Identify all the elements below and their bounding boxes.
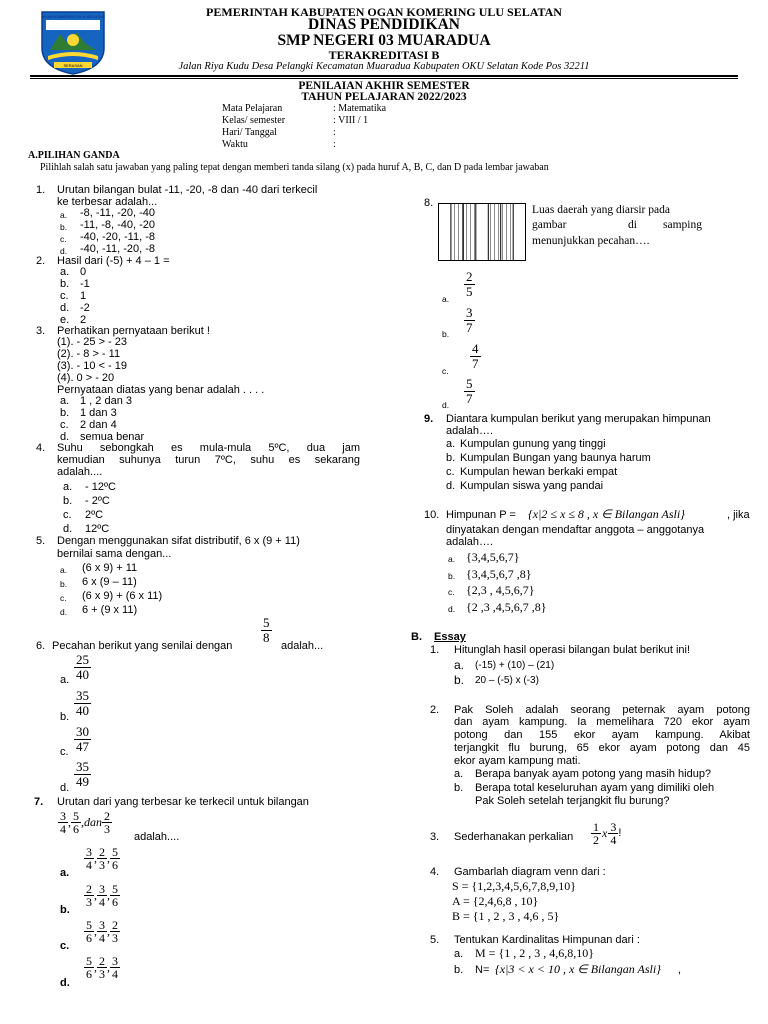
q8-opt-a (464, 270, 475, 299)
q7-number: 7. (34, 796, 44, 808)
q10-text-post: , jika (727, 509, 750, 521)
q6-opt-c (74, 725, 91, 754)
q6-fraction-den: 8 (263, 630, 270, 645)
q10-opt-c-label: c. (448, 587, 455, 597)
e2-opt-a-label: a. (454, 768, 464, 780)
q1-opt-c-label: c. (60, 234, 67, 244)
q9-opt-a-label: a. (446, 438, 456, 450)
q7-opt-a-comma-2: , (107, 851, 110, 865)
q7-opt-d-label: d. (60, 977, 70, 989)
q10-number: 10. (424, 509, 440, 521)
q4-text-1: Suhu sebongkah es mula-mula 5ºC, dua jam (57, 442, 360, 454)
q1-number: 1. (36, 184, 46, 196)
q6-opt-b-num: 35 (76, 688, 89, 703)
q5-opt-d-label: d. (60, 607, 68, 617)
meta-subject-label: Mata Pelajaran (222, 103, 283, 114)
section-a-instruction: Pilihlah salah satu jawaban yang paling tepat dengan memberi tanda silang (x) pada huruf A, B, C, dan D pada lembar jawaban (40, 162, 549, 173)
q10-text-pre: Himpunan P = (446, 509, 516, 521)
exam-title: PENILAIAN AKHIR SEMESTER (298, 80, 470, 92)
e3-frac-2 (608, 821, 618, 846)
q7-opt-b-label: b. (60, 904, 70, 916)
q7-opt-c-frac-2 (97, 919, 107, 944)
q4-opt-b: - 2ºC (85, 495, 110, 507)
meta-class-label: Kelas/ semester (222, 115, 286, 126)
q5-number: 5. (36, 535, 46, 547)
q10-opt-b: {3,4,5,6,7 ,8} (466, 567, 532, 581)
header-rule-thin (30, 78, 738, 79)
e1-number: 1. (430, 644, 440, 656)
q7-opt-c-label: c. (60, 940, 70, 952)
q7-opt-c-frac-1-num: 5 (86, 918, 92, 932)
e3-number: 3. (430, 831, 440, 843)
q8-opt-c-label: c. (442, 366, 449, 376)
q8-text-2b: di (628, 219, 637, 231)
q7-text: Urutan dari yang terbesar ke terkecil untuk bilangan (57, 796, 309, 808)
e4-set-b: B = {1 , 2 , 3 , 4,6 , 5} (452, 909, 560, 923)
e5-text: Tentukan Kardinalitas Himpunan dari : (454, 934, 640, 946)
q7-frac-2 (71, 810, 81, 835)
logo-motto: SERASAN (63, 63, 83, 68)
q9-number: 9. (424, 413, 434, 425)
q6-opt-a-den: 40 (76, 667, 89, 682)
logo-text: OGAN KOMERING ULU SELATAN (41, 14, 105, 19)
e3-expression (591, 821, 621, 846)
q7-frac-2-den: 6 (73, 822, 79, 836)
q3-opt-a-label: a. (60, 395, 70, 407)
q6-opt-c-den: 47 (76, 739, 89, 754)
q8-text-1: Luas daerah yang diarsir pada (532, 204, 670, 216)
q4-opt-c-label: c. (63, 509, 72, 521)
q8-opt-a-label: a. (442, 294, 450, 304)
q6-opt-a (74, 653, 91, 682)
q8-opt-c-den: 7 (472, 356, 479, 371)
e2-opt-b-label: b. (454, 782, 464, 794)
e3-exclaim: ! (618, 827, 622, 840)
q7-opt-a (84, 846, 120, 871)
q8-opt-d (464, 377, 475, 406)
q8-opt-a-den: 5 (466, 284, 473, 299)
e4-set-a: A = {2,4,6,8 , 10} (452, 894, 539, 908)
q7-opt-b-comma-1: , (94, 888, 97, 902)
q2-opt-b: -1 (80, 278, 90, 290)
q6-opt-d-num: 35 (76, 759, 89, 774)
q2-opt-b-label: b. (60, 278, 70, 290)
q8-opt-d-label: d. (442, 400, 450, 410)
q5-text-2: bernilai sama dengan... (57, 548, 172, 560)
q10-opt-a-label: a. (448, 554, 456, 564)
q7-opt-a-frac-2-num: 2 (99, 845, 105, 859)
e3-frac-2-den: 4 (610, 833, 617, 847)
e1-opt-b-label: b. (454, 673, 465, 687)
e1-opt-a-label: a. (454, 658, 465, 672)
q10-opt-d: {2 ,3 ,4,5,6,7 ,8} (466, 600, 547, 614)
q10-opt-d-label: d. (448, 604, 456, 614)
q4-opt-d: 12ºC (85, 523, 110, 535)
q4-opt-a-label: a. (63, 481, 73, 493)
q6-opt-a-num: 25 (76, 652, 89, 667)
q4-opt-d-label: d. (63, 523, 73, 535)
q8-opt-b-den: 7 (466, 320, 473, 335)
q9-opt-d: Kumpulan siswa yang pandai (460, 480, 604, 492)
q7-opt-d-frac-3 (110, 955, 120, 980)
q7-opt-b-frac-2-den: 4 (99, 895, 105, 909)
q6-text-post: adalah... (281, 640, 324, 652)
q5-opt-b: 6 x (9 – 11) (82, 576, 137, 588)
q7-frac-1 (58, 810, 68, 835)
q6-fraction (261, 616, 272, 645)
q8-opt-b (464, 306, 475, 335)
q2-opt-e-label: e. (60, 314, 70, 326)
q7-frac-1-den: 4 (60, 822, 66, 836)
q1-opt-a: -8, -11, -20, -40 (80, 207, 155, 219)
q7-opt-d (84, 955, 120, 980)
q2-opt-a-label: a. (60, 266, 70, 278)
q9-text-2: adalah…. (446, 425, 494, 437)
q2-opt-d-label: d. (60, 302, 70, 314)
q3-opt-c-label: c. (60, 419, 69, 431)
q6-opt-d-label: d. (60, 782, 70, 794)
e4-set-s: S = {1,2,3,4,5,6,7,8,9,10} (452, 879, 576, 893)
q7-opt-c (84, 919, 120, 944)
q5-text-1: Dengan menggunakan sifat distributif, 6 x (9 + 11) (57, 535, 300, 547)
q7-opt-b-comma-2: , (107, 888, 110, 902)
q8-text-3: menunjukkan pecahan…. (532, 235, 650, 247)
q10-opt-b-label: b. (448, 571, 456, 581)
q5-opt-b-label: b. (60, 579, 68, 589)
q6-opt-a-label: a. (60, 674, 70, 686)
q7-opt-b-frac-2-num: 3 (99, 882, 105, 896)
q1-opt-a-label: a. (60, 210, 68, 220)
q10-opt-a: {3,4,5,6,7} (466, 550, 520, 564)
section-b-label: B. (411, 631, 422, 643)
q1-text-2: ke terbesar adalah... (57, 196, 158, 208)
meta-time-label: Waktu (222, 139, 248, 150)
q10-set-builder: {x|2 ≤ x ≤ 8 , x ∈ Bilangan Asli} (528, 507, 685, 521)
q6-number: 6. (36, 640, 46, 652)
e5-set-n-post: , (678, 964, 682, 976)
q2-opt-a: 0 (80, 266, 87, 278)
e2-opt-b: Berapa total keseluruhan ayam yang dimiliki oleh (475, 782, 715, 794)
q7-text-post: adalah.... (134, 831, 180, 843)
q3-statement-1: (1). - 25 > - 23 (57, 336, 128, 348)
q1-opt-d: -40, -11, -20, -8 (80, 243, 155, 255)
e3-text: Sederhanakan perkalian (454, 831, 574, 843)
meta-subject-value: : Matematika (333, 103, 387, 114)
e5-opt-b-label: b. (454, 964, 464, 976)
q7-opt-d-frac-1-den: 6 (86, 967, 92, 981)
e2-text-5: ekor ayam kampung mati. (454, 755, 581, 767)
q7-opt-a-frac-1-den: 4 (86, 858, 92, 872)
q3-question: Pernyataan diatas yang benar adalah . . . . (57, 384, 265, 396)
q3-statement-3: (3). - 10 < - 19 (57, 360, 128, 372)
q7-frac-3 (102, 810, 112, 835)
q8-text-2c: samping (663, 219, 702, 231)
q7-opt-c-frac-2-den: 4 (99, 931, 105, 945)
e3-times: x (602, 826, 608, 840)
q7-frac-3-den: 3 (104, 822, 110, 836)
q3-number: 3. (36, 325, 46, 337)
q8-shaded-rectangle-figure (438, 203, 526, 261)
q7-opt-b-frac-3-num: 5 (112, 882, 118, 896)
header-address: Jalan Riya Kudu Desa Pelangki Kecamatan Muaradua Kabupaten OKU Selatan Kode Pos 32211 (178, 61, 590, 72)
q7-fraction-row (58, 810, 112, 835)
q7-opt-c-frac-1 (84, 919, 94, 944)
q1-opt-c: -40, -20, -11, -8 (80, 231, 155, 243)
q6-opt-c-label: c. (60, 746, 69, 758)
q7-opt-d-frac-2-num: 2 (99, 954, 105, 968)
q4-text-3: adalah.... (57, 466, 103, 478)
q7-frac-3-num: 2 (104, 809, 110, 823)
q6-fraction-num: 5 (263, 615, 270, 630)
q7-opt-a-frac-2 (97, 846, 107, 871)
q7-opt-c-frac-3 (110, 919, 120, 944)
q5-opt-a: (6 x 9) + 11 (82, 562, 138, 574)
q1-opt-b-label: b. (60, 222, 68, 232)
q7-opt-c-comma-2: , (107, 924, 110, 938)
q8-opt-d-den: 7 (466, 391, 473, 406)
e2-text-6: Pak Soleh setelah terjangkit flu burung? (475, 795, 670, 807)
q5-opt-c-label: c. (60, 593, 67, 603)
q7-opt-b-frac-1-num: 2 (86, 882, 92, 896)
q7-opt-d-frac-3-num: 3 (112, 954, 118, 968)
e5-set-n-pre: N= (475, 964, 490, 976)
q2-text: Hasil dari (-5) + 4 – 1 = (57, 255, 170, 267)
q3-opt-b: 1 dan 3 (80, 407, 117, 419)
e3-frac-1 (591, 821, 601, 846)
q2-opt-c-label: c. (60, 290, 69, 302)
e2-text-3: potong dan 155 ekor ayam kampung. Akibat (454, 729, 750, 741)
e2-opt-a: Berapa banyak ayam potong yang masih hidup? (475, 768, 712, 780)
e4-number: 4. (430, 866, 440, 878)
q6-text: Pecahan berikut yang senilai dengan (52, 640, 233, 652)
q7-opt-d-comma-2: , (107, 960, 110, 974)
q6-opt-c-num: 30 (76, 724, 89, 739)
q7-opt-b-frac-3-den: 6 (112, 895, 118, 909)
q7-opt-b-frac-2 (97, 883, 107, 908)
q7-opt-d-frac-1 (84, 955, 94, 980)
q2-opt-c: 1 (80, 290, 87, 302)
e2-text-4: terjangkit flu burung, 65 ekor ayam potong dan 45 (454, 742, 750, 754)
q4-number: 4. (36, 442, 46, 454)
meta-class-value: : VIII / 1 (333, 115, 369, 126)
q5-opt-d: 6 + (9 x 11) (82, 604, 138, 616)
section-b-title: Essay (434, 631, 466, 643)
q9-opt-b: Kumpulan Bungan yang baunya harum (460, 452, 651, 464)
q4-text-2: kemudian suhunya turun 7ºC, suhu es sekarang (57, 454, 360, 466)
q3-text: Perhatikan pernyataan berikut ! (57, 325, 210, 337)
header-line-3: SMP NEGERI 03 MUARADUA (277, 32, 491, 49)
header-rule (30, 75, 738, 77)
q3-statement-2: (2). - 8 > - 11 (57, 348, 121, 360)
q7-opt-a-frac-3-den: 6 (112, 858, 118, 872)
q9-opt-a: Kumpulan gunung yang tinggi (460, 438, 606, 450)
q8-opt-c-num: 4 (472, 341, 479, 356)
q3-statement-4: (4). 0 > - 20 (57, 372, 115, 384)
q8-opt-c (470, 342, 481, 371)
q7-opt-c-comma-1: , (94, 924, 97, 938)
e4-text: Gambarlah diagram venn dari : (454, 866, 606, 878)
e5-set-n: {x|3 < x < 10 , x ∈ Bilangan Asli} (495, 962, 661, 976)
q7-opt-d-frac-1-num: 5 (86, 954, 92, 968)
q2-opt-e: 2 (80, 314, 87, 326)
q6-opt-b (74, 689, 91, 718)
q7-opt-b (84, 883, 120, 908)
q7-frac-1-num: 3 (60, 809, 66, 823)
q7-opt-a-frac-2-den: 3 (99, 858, 105, 872)
q7-opt-c-frac-1-den: 6 (86, 931, 92, 945)
q9-opt-c: Kumpulan hewan berkaki empat (460, 466, 618, 478)
meta-time-value: : (333, 139, 336, 150)
q8-opt-b-label: b. (442, 329, 450, 339)
q3-opt-c: 2 dan 4 (80, 419, 117, 431)
q7-opt-d-comma-1: , (94, 960, 97, 974)
q7-opt-d-frac-2 (97, 955, 107, 980)
q9-text-1: Diantara kumpulan berikut yang merupakan himpunan (446, 413, 711, 425)
q3-opt-a: 1 , 2 dan 3 (80, 395, 132, 407)
q4-opt-b-label: b. (63, 495, 73, 507)
q1-opt-d-label: d. (60, 246, 68, 256)
q7-opt-b-frac-3 (110, 883, 120, 908)
q7-comma: , (68, 815, 71, 829)
q2-number: 2. (36, 255, 46, 267)
q7-opt-a-frac-1 (84, 846, 94, 871)
e1-opt-a: (-15) + (10) – (21) (475, 660, 555, 671)
e5-opt-a-label: a. (454, 948, 464, 960)
meta-date-value: : (333, 127, 336, 138)
e3-frac-2-num: 3 (610, 820, 617, 834)
e5-number: 5. (430, 934, 440, 946)
meta-date-label: Hari/ Tanggal (222, 127, 277, 138)
header-line-2: DINAS PENDIDIKAN (307, 16, 460, 33)
q1-opt-b: -11, -8, -40, -20 (80, 219, 155, 231)
q7-opt-d-frac-3-den: 4 (112, 967, 118, 981)
e1-opt-b: 20 – (-5) x (-3) (475, 675, 539, 686)
q9-opt-c-label: c. (446, 466, 455, 478)
q1-text-1: Urutan bilangan bulat -11, -20, -8 dan -40 dari terkecil (57, 184, 318, 196)
e2-text-1: Pak Soleh adalah seorang peternak ayam potong (454, 704, 750, 716)
q3-opt-b-label: b. (60, 407, 70, 419)
header-line-1: PEMERINTAH KABUPATEN OGAN KOMERING ULU SELATAN (206, 5, 562, 19)
q9-opt-d-label: d. (446, 480, 456, 492)
header-line-4: TERAKREDITASI B (328, 48, 440, 62)
q5-opt-a-label: a. (60, 565, 68, 575)
q10-text-2: dinyatakan dengan mendaftar anggota – anggotanya (446, 524, 705, 536)
q3-opt-d: semua benar (80, 431, 145, 443)
q4-opt-c: 2ºC (85, 509, 104, 521)
q7-opt-a-label: a. (60, 867, 70, 879)
q7-dan: ,dan (81, 815, 102, 829)
q7-opt-a-comma-1: , (94, 851, 97, 865)
q7-opt-a-frac-1-num: 3 (86, 845, 92, 859)
q7-opt-a-frac-3-num: 5 (112, 845, 118, 859)
q2-opt-d: -2 (80, 302, 90, 314)
q9-opt-b-label: b. (446, 452, 456, 464)
e2-text-2: dan ayam kampung. Ia memelihara 720 ekor ayam (454, 716, 750, 728)
q7-opt-a-frac-3 (110, 846, 120, 871)
e2-number: 2. (430, 704, 440, 716)
q8-text-2a: gambar (532, 219, 567, 231)
q7-opt-b-frac-1-den: 3 (86, 895, 92, 909)
q7-opt-d-frac-2-den: 3 (99, 967, 105, 981)
q7-opt-b-frac-1 (84, 883, 94, 908)
q7-opt-c-frac-2-num: 3 (99, 918, 105, 932)
q6-opt-b-label: b. (60, 711, 70, 723)
q10-text-3: adalah…. (446, 536, 494, 548)
q7-frac-2-num: 5 (73, 809, 79, 823)
e1-text: Hitunglah hasil operasi bilangan bulat berikut ini! (454, 644, 691, 656)
exam-year: TAHUN PELAJARAN 2022/2023 (301, 91, 467, 103)
section-a-title: A.PILIHAN GANDA (28, 150, 120, 161)
q8-opt-b-num: 3 (466, 305, 473, 320)
q4-opt-a: - 12ºC (85, 481, 116, 493)
q6-opt-d-den: 49 (76, 774, 89, 789)
q8-opt-d-num: 5 (466, 376, 473, 391)
q7-opt-c-frac-3-num: 2 (112, 918, 118, 932)
q5-opt-c: (6 x 9) + (6 x 11) (82, 590, 163, 602)
q3-opt-d-label: d. (60, 431, 70, 443)
q8-opt-a-num: 2 (466, 269, 473, 284)
q7-opt-c-frac-3-den: 3 (112, 931, 118, 945)
e5-set-m: M = {1 , 2 , 3 , 4,6,8,10} (475, 946, 594, 960)
q10-opt-c: {2,3 , 4,5,6,7} (466, 583, 535, 597)
q6-opt-b-den: 40 (76, 703, 89, 718)
e3-frac-1-num: 1 (593, 820, 599, 834)
q6-opt-d (74, 760, 91, 789)
e3-frac-1-den: 2 (593, 833, 599, 847)
q8-number: 8. (424, 197, 434, 209)
